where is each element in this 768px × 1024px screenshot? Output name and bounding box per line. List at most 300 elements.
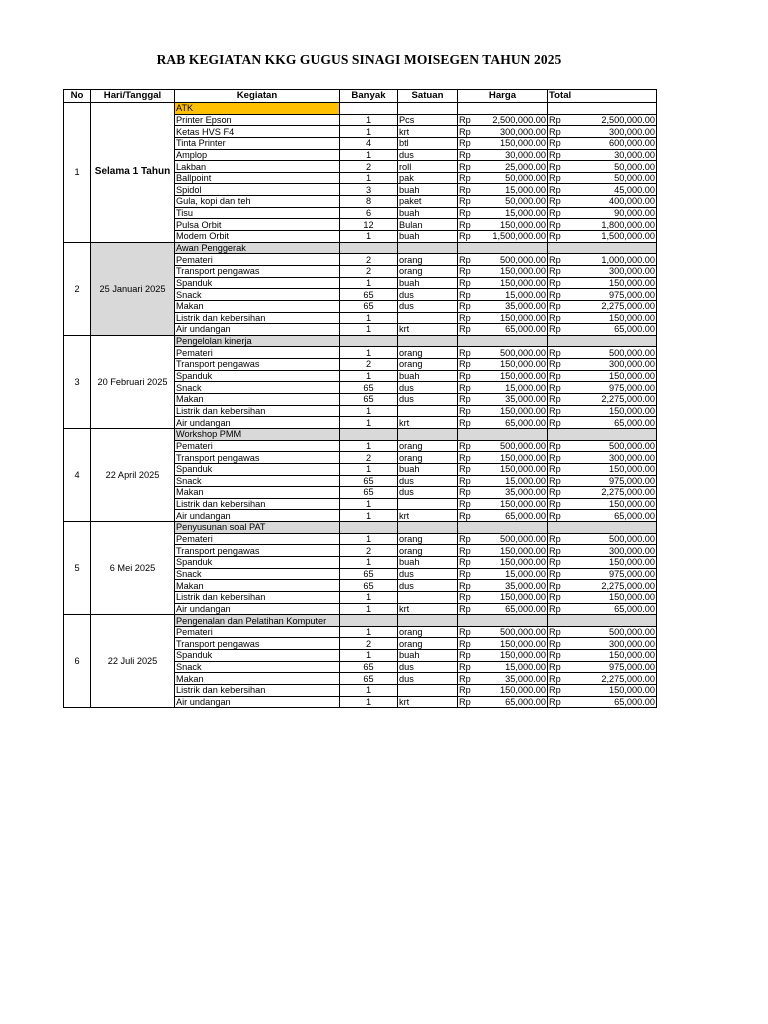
group-label: Penyusunan soal PAT	[175, 522, 340, 534]
item-satuan: btl	[398, 137, 458, 149]
item-banyak: 3	[340, 184, 398, 196]
item-total: 1,500,000.00	[570, 231, 657, 243]
item-satuan: buah	[398, 231, 458, 243]
item-total: 300,000.00	[570, 359, 657, 371]
item-total: 150,000.00	[570, 463, 657, 475]
item-banyak: 1	[340, 231, 398, 243]
harga-currency: Rp	[458, 172, 482, 184]
item-total: 500,000.00	[570, 440, 657, 452]
item-harga: 500,000.00	[482, 254, 548, 266]
total-currency: Rp	[548, 184, 570, 196]
item-banyak: 65	[340, 580, 398, 592]
harga-currency: Rp	[458, 452, 482, 464]
harga-currency: Rp	[458, 591, 482, 603]
total-currency: Rp	[548, 161, 570, 173]
item-banyak: 65	[340, 300, 398, 312]
item-satuan: orang	[398, 452, 458, 464]
harga-currency: Rp	[458, 161, 482, 173]
harga-currency: Rp	[458, 638, 482, 650]
item-kegiatan: Amplop	[175, 149, 340, 161]
group-cell-empty	[548, 103, 657, 115]
item-satuan: roll	[398, 161, 458, 173]
section-date: 22 Juli 2025	[91, 615, 175, 708]
item-satuan: krt	[398, 126, 458, 138]
item-kegiatan: Spanduk	[175, 556, 340, 568]
harga-currency: Rp	[458, 463, 482, 475]
item-satuan	[398, 405, 458, 417]
harga-currency: Rp	[458, 231, 482, 243]
item-banyak: 65	[340, 673, 398, 685]
item-satuan: orang	[398, 347, 458, 359]
item-satuan: krt	[398, 603, 458, 615]
item-harga: 15,000.00	[482, 475, 548, 487]
item-harga: 50,000.00	[482, 172, 548, 184]
item-harga: 2,500,000.00	[482, 114, 548, 126]
item-kegiatan: Snack	[175, 568, 340, 580]
total-currency: Rp	[548, 324, 570, 336]
item-harga: 150,000.00	[482, 463, 548, 475]
group-row	[64, 103, 657, 115]
item-kegiatan: Makan	[175, 300, 340, 312]
item-satuan: paket	[398, 196, 458, 208]
group-label: Pengelolan kinerja	[175, 335, 340, 347]
item-kegiatan: Makan	[175, 580, 340, 592]
header-no: No	[64, 90, 91, 103]
item-harga: 35,000.00	[482, 394, 548, 406]
item-total: 975,000.00	[570, 475, 657, 487]
total-currency: Rp	[548, 463, 570, 475]
item-satuan: orang	[398, 254, 458, 266]
item-satuan: dus	[398, 382, 458, 394]
total-currency: Rp	[548, 638, 570, 650]
item-kegiatan: Transport pengawas	[175, 265, 340, 277]
item-total: 150,000.00	[570, 405, 657, 417]
item-kegiatan: Air undangan	[175, 417, 340, 429]
item-total: 1,000,000.00	[570, 254, 657, 266]
harga-currency: Rp	[458, 394, 482, 406]
item-kegiatan: Spanduk	[175, 370, 340, 382]
total-currency: Rp	[548, 673, 570, 685]
item-banyak: 1	[340, 440, 398, 452]
harga-currency: Rp	[458, 207, 482, 219]
item-satuan: buah	[398, 370, 458, 382]
item-banyak: 1	[340, 126, 398, 138]
item-banyak: 1	[340, 172, 398, 184]
total-currency: Rp	[548, 475, 570, 487]
total-currency: Rp	[548, 277, 570, 289]
item-total: 300,000.00	[570, 638, 657, 650]
harga-currency: Rp	[458, 487, 482, 499]
item-harga: 65,000.00	[482, 510, 548, 522]
total-currency: Rp	[548, 394, 570, 406]
item-banyak: 1	[340, 114, 398, 126]
item-harga: 500,000.00	[482, 440, 548, 452]
item-harga: 150,000.00	[482, 312, 548, 324]
group-cell-empty	[340, 615, 398, 627]
item-harga: 15,000.00	[482, 382, 548, 394]
total-currency: Rp	[548, 207, 570, 219]
item-total: 30,000.00	[570, 149, 657, 161]
item-satuan: buah	[398, 463, 458, 475]
item-satuan: orang	[398, 545, 458, 557]
item-kegiatan: Air undangan	[175, 510, 340, 522]
group-cell-empty	[340, 335, 398, 347]
item-satuan: dus	[398, 289, 458, 301]
item-total: 150,000.00	[570, 685, 657, 697]
item-kegiatan: Snack	[175, 475, 340, 487]
item-satuan: buah	[398, 207, 458, 219]
total-currency: Rp	[548, 382, 570, 394]
item-total: 150,000.00	[570, 277, 657, 289]
group-row	[64, 615, 657, 627]
item-banyak: 1	[340, 685, 398, 697]
item-harga: 500,000.00	[482, 347, 548, 359]
item-banyak: 1	[340, 556, 398, 568]
item-kegiatan: Air undangan	[175, 603, 340, 615]
group-cell-empty	[458, 335, 548, 347]
item-kegiatan: Makan	[175, 673, 340, 685]
harga-currency: Rp	[458, 114, 482, 126]
item-harga: 35,000.00	[482, 580, 548, 592]
total-currency: Rp	[548, 556, 570, 568]
item-banyak: 2	[340, 638, 398, 650]
total-currency: Rp	[548, 347, 570, 359]
item-satuan: orang	[398, 359, 458, 371]
item-total: 300,000.00	[570, 452, 657, 464]
item-kegiatan: Air undangan	[175, 696, 340, 708]
item-kegiatan: Listrik dan kebersihan	[175, 405, 340, 417]
item-harga: 150,000.00	[482, 545, 548, 557]
header-row	[64, 90, 657, 103]
item-total: 600,000.00	[570, 137, 657, 149]
item-total: 150,000.00	[570, 556, 657, 568]
item-harga: 150,000.00	[482, 556, 548, 568]
item-harga: 500,000.00	[482, 533, 548, 545]
item-harga: 300,000.00	[482, 126, 548, 138]
group-cell-empty	[548, 242, 657, 254]
harga-currency: Rp	[458, 661, 482, 673]
item-total: 1,800,000.00	[570, 219, 657, 231]
item-total: 150,000.00	[570, 650, 657, 662]
item-banyak: 12	[340, 219, 398, 231]
item-banyak: 1	[340, 312, 398, 324]
item-satuan: dus	[398, 673, 458, 685]
item-satuan	[398, 685, 458, 697]
item-harga: 1,500,000.00	[482, 231, 548, 243]
item-kegiatan: Pemateri	[175, 254, 340, 266]
item-total: 65,000.00	[570, 417, 657, 429]
total-currency: Rp	[548, 405, 570, 417]
item-satuan: orang	[398, 533, 458, 545]
harga-currency: Rp	[458, 556, 482, 568]
item-total: 500,000.00	[570, 626, 657, 638]
item-satuan: dus	[398, 661, 458, 673]
group-row	[64, 428, 657, 440]
group-cell-empty	[398, 615, 458, 627]
item-total: 150,000.00	[570, 498, 657, 510]
group-cell-empty	[340, 103, 398, 115]
harga-currency: Rp	[458, 184, 482, 196]
item-total: 2,275,000.00	[570, 580, 657, 592]
harga-currency: Rp	[458, 289, 482, 301]
item-satuan	[398, 591, 458, 603]
document-title: RAB KEGIATAN KKG GUGUS SINAGI MOISEGEN TAHUN 2025	[156, 52, 562, 67]
item-harga: 150,000.00	[482, 452, 548, 464]
item-harga: 15,000.00	[482, 568, 548, 580]
item-kegiatan: Snack	[175, 289, 340, 301]
harga-currency: Rp	[458, 137, 482, 149]
section-date: 6 Mei 2025	[91, 522, 175, 615]
group-cell-empty	[458, 428, 548, 440]
group-cell-empty	[548, 522, 657, 534]
item-banyak: 65	[340, 289, 398, 301]
group-cell-empty	[458, 522, 548, 534]
total-currency: Rp	[548, 219, 570, 231]
item-kegiatan: Listrik dan kebersihan	[175, 312, 340, 324]
item-total: 2,500,000.00	[570, 114, 657, 126]
total-currency: Rp	[548, 149, 570, 161]
item-banyak: 1	[340, 347, 398, 359]
item-total: 2,275,000.00	[570, 300, 657, 312]
section-number: 1	[64, 103, 91, 243]
total-currency: Rp	[548, 545, 570, 557]
harga-currency: Rp	[458, 277, 482, 289]
harga-currency: Rp	[458, 568, 482, 580]
item-total: 975,000.00	[570, 568, 657, 580]
item-harga: 15,000.00	[482, 184, 548, 196]
item-total: 50,000.00	[570, 161, 657, 173]
group-cell-empty	[548, 615, 657, 627]
item-satuan: orang	[398, 265, 458, 277]
section-number: 5	[64, 522, 91, 615]
item-banyak: 1	[340, 405, 398, 417]
item-satuan: dus	[398, 300, 458, 312]
item-total: 65,000.00	[570, 696, 657, 708]
item-harga: 15,000.00	[482, 289, 548, 301]
item-satuan: dus	[398, 149, 458, 161]
item-banyak: 1	[340, 626, 398, 638]
harga-currency: Rp	[458, 149, 482, 161]
group-cell-empty	[458, 242, 548, 254]
header-satuan: Satuan	[398, 90, 458, 103]
total-currency: Rp	[548, 696, 570, 708]
harga-currency: Rp	[458, 370, 482, 382]
item-harga: 150,000.00	[482, 685, 548, 697]
harga-currency: Rp	[458, 300, 482, 312]
item-banyak: 1	[340, 324, 398, 336]
total-currency: Rp	[548, 661, 570, 673]
total-currency: Rp	[548, 603, 570, 615]
item-satuan: buah	[398, 650, 458, 662]
harga-currency: Rp	[458, 324, 482, 336]
item-harga: 150,000.00	[482, 405, 548, 417]
item-banyak: 2	[340, 254, 398, 266]
item-kegiatan: Listrik dan kebersihan	[175, 498, 340, 510]
item-total: 2,275,000.00	[570, 487, 657, 499]
harga-currency: Rp	[458, 650, 482, 662]
item-kegiatan: Makan	[175, 394, 340, 406]
harga-currency: Rp	[458, 696, 482, 708]
harga-currency: Rp	[458, 382, 482, 394]
item-satuan: orang	[398, 638, 458, 650]
group-cell-empty	[340, 428, 398, 440]
item-banyak: 65	[340, 568, 398, 580]
item-kegiatan: Tinta Printer	[175, 137, 340, 149]
item-harga: 150,000.00	[482, 359, 548, 371]
item-harga: 150,000.00	[482, 638, 548, 650]
harga-currency: Rp	[458, 510, 482, 522]
item-satuan: orang	[398, 440, 458, 452]
header-total: Total	[548, 90, 657, 103]
item-total: 975,000.00	[570, 382, 657, 394]
item-satuan: dus	[398, 487, 458, 499]
item-kegiatan: Air undangan	[175, 324, 340, 336]
item-harga: 15,000.00	[482, 661, 548, 673]
item-kegiatan: Spanduk	[175, 463, 340, 475]
table-body	[64, 103, 657, 708]
item-kegiatan: Ballpoint	[175, 172, 340, 184]
item-kegiatan: Listrik dan kebersihan	[175, 591, 340, 603]
total-currency: Rp	[548, 126, 570, 138]
harga-currency: Rp	[458, 265, 482, 277]
total-currency: Rp	[548, 580, 570, 592]
harga-currency: Rp	[458, 219, 482, 231]
harga-currency: Rp	[458, 254, 482, 266]
item-satuan: buah	[398, 184, 458, 196]
item-banyak: 1	[340, 370, 398, 382]
item-banyak: 65	[340, 382, 398, 394]
total-currency: Rp	[548, 685, 570, 697]
item-satuan: dus	[398, 394, 458, 406]
item-banyak: 2	[340, 452, 398, 464]
item-total: 50,000.00	[570, 172, 657, 184]
item-banyak: 8	[340, 196, 398, 208]
item-harga: 150,000.00	[482, 277, 548, 289]
group-cell-empty	[398, 335, 458, 347]
total-currency: Rp	[548, 359, 570, 371]
item-total: 975,000.00	[570, 661, 657, 673]
item-banyak: 1	[340, 650, 398, 662]
item-kegiatan: Printer Epson	[175, 114, 340, 126]
harga-currency: Rp	[458, 626, 482, 638]
item-kegiatan: Lakban	[175, 161, 340, 173]
item-banyak: 65	[340, 475, 398, 487]
item-banyak: 2	[340, 545, 398, 557]
item-kegiatan: Pemateri	[175, 626, 340, 638]
item-kegiatan: Transport pengawas	[175, 452, 340, 464]
harga-currency: Rp	[458, 347, 482, 359]
item-kegiatan: Makan	[175, 487, 340, 499]
group-cell-empty	[340, 522, 398, 534]
harga-currency: Rp	[458, 417, 482, 429]
total-currency: Rp	[548, 137, 570, 149]
group-cell-empty	[398, 242, 458, 254]
group-cell-empty	[548, 335, 657, 347]
item-satuan: pak	[398, 172, 458, 184]
item-satuan: orang	[398, 626, 458, 638]
section-number: 4	[64, 428, 91, 521]
item-satuan	[398, 312, 458, 324]
item-total: 975,000.00	[570, 289, 657, 301]
group-label: Workshop PMM	[175, 428, 340, 440]
item-kegiatan: Transport pengawas	[175, 359, 340, 371]
item-harga: 500,000.00	[482, 626, 548, 638]
total-currency: Rp	[548, 591, 570, 603]
item-harga: 150,000.00	[482, 137, 548, 149]
item-total: 90,000.00	[570, 207, 657, 219]
section-date: Selama 1 Tahun	[91, 103, 175, 243]
harga-currency: Rp	[458, 533, 482, 545]
item-kegiatan: Spidol	[175, 184, 340, 196]
item-kegiatan: Transport pengawas	[175, 545, 340, 557]
group-row	[64, 335, 657, 347]
group-label: Pengenalan dan Pelatihan Komputer	[175, 615, 340, 627]
total-currency: Rp	[548, 289, 570, 301]
item-banyak: 6	[340, 207, 398, 219]
harga-currency: Rp	[458, 673, 482, 685]
section-number: 2	[64, 242, 91, 335]
harga-currency: Rp	[458, 475, 482, 487]
item-harga: 35,000.00	[482, 673, 548, 685]
item-harga: 150,000.00	[482, 498, 548, 510]
item-banyak: 2	[340, 359, 398, 371]
item-total: 500,000.00	[570, 533, 657, 545]
total-currency: Rp	[548, 626, 570, 638]
group-cell-empty	[398, 522, 458, 534]
group-row	[64, 522, 657, 534]
item-kegiatan: Pulsa Orbit	[175, 219, 340, 231]
item-total: 65,000.00	[570, 510, 657, 522]
item-banyak: 2	[340, 161, 398, 173]
item-harga: 25,000.00	[482, 161, 548, 173]
item-total: 45,000.00	[570, 184, 657, 196]
item-kegiatan: Spanduk	[175, 277, 340, 289]
total-currency: Rp	[548, 533, 570, 545]
item-kegiatan: Spanduk	[175, 650, 340, 662]
item-satuan: buah	[398, 277, 458, 289]
total-currency: Rp	[548, 510, 570, 522]
item-kegiatan: Gula, kopi dan teh	[175, 196, 340, 208]
item-banyak: 1	[340, 510, 398, 522]
item-banyak: 65	[340, 394, 398, 406]
item-total: 150,000.00	[570, 591, 657, 603]
group-cell-empty	[458, 103, 548, 115]
section-date: 25 Januari 2025	[91, 242, 175, 335]
header-harga: Harga	[458, 90, 548, 103]
item-satuan: dus	[398, 580, 458, 592]
group-row	[64, 242, 657, 254]
item-harga: 65,000.00	[482, 603, 548, 615]
harga-currency: Rp	[458, 603, 482, 615]
item-total: 150,000.00	[570, 312, 657, 324]
item-total: 2,275,000.00	[570, 673, 657, 685]
item-harga: 35,000.00	[482, 487, 548, 499]
item-satuan: krt	[398, 324, 458, 336]
item-satuan: krt	[398, 696, 458, 708]
group-label: Awan Penggerak	[175, 242, 340, 254]
total-currency: Rp	[548, 172, 570, 184]
section-date: 22 April 2025	[91, 428, 175, 521]
item-satuan: krt	[398, 417, 458, 429]
group-cell-empty	[458, 615, 548, 627]
item-total: 400,000.00	[570, 196, 657, 208]
total-currency: Rp	[548, 265, 570, 277]
total-currency: Rp	[548, 568, 570, 580]
item-harga: 35,000.00	[482, 300, 548, 312]
budget-table	[63, 89, 657, 708]
item-kegiatan: Transport pengawas	[175, 638, 340, 650]
harga-currency: Rp	[458, 359, 482, 371]
